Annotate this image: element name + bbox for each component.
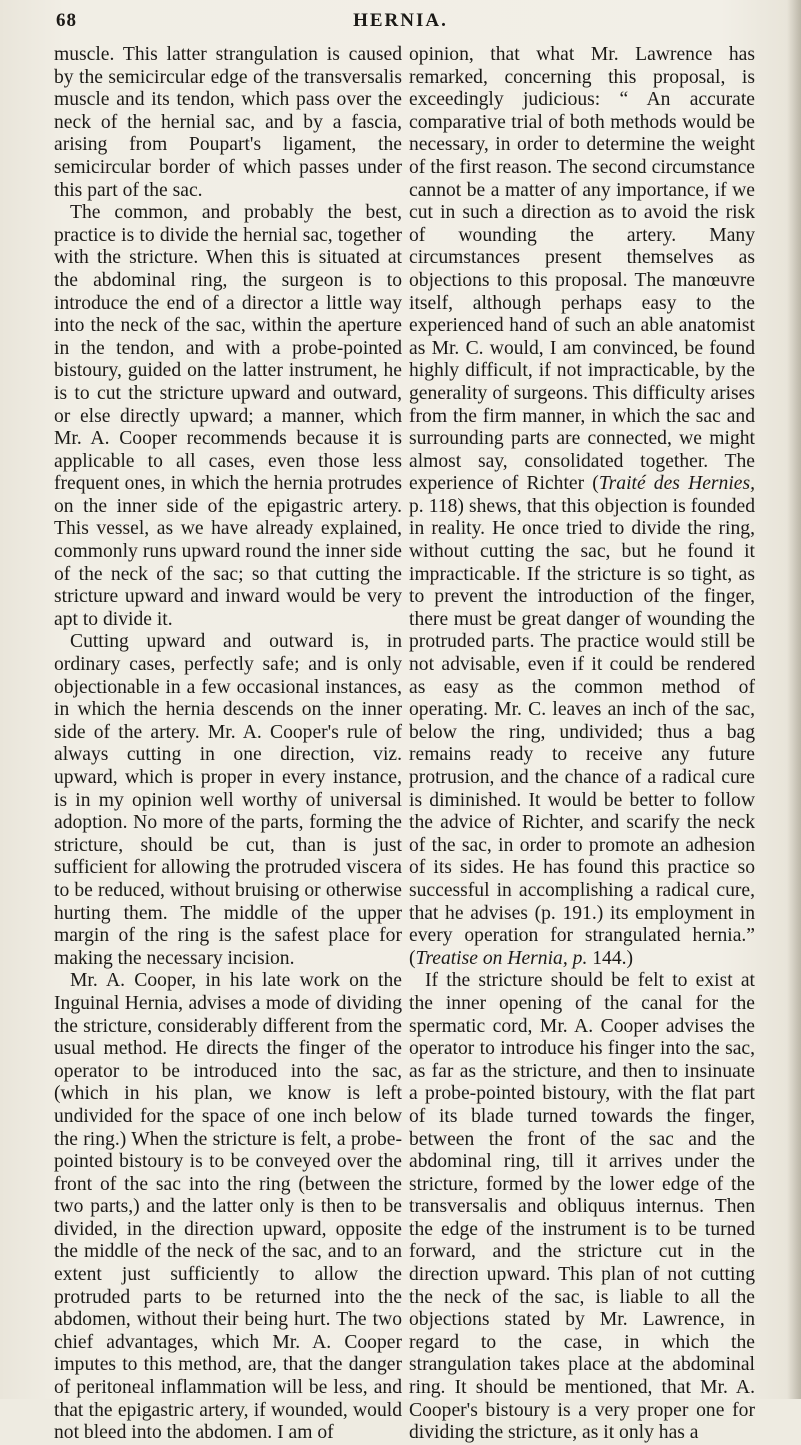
paragraph: If the stricture should be felt to exist at the inner opening of the canal for the spermatic cord, Mr. A. Cooper advises the operator to introduce his finger into the sac, as far as the stricture, and then to insinuate a probe-pointed bistoury, with the flat part of its blade turned towards the finger, between the front of the sac and the abdominal ring, till it arrives under the stricture, formed by the lower edge of the transversalis and obliquus internus. Then the edge of the instrument is to be turned forward, and the stricture cut in the direction upward. This plan of not cutting the neck of the sac, is liable to all the objections stated by Mr. Lawrence, in regard to the case, in which the strangulation takes place at the abdominal ring. It should be mentioned, that Mr. A. Cooper's bistoury is a very proper one for dividing the stricture, as it only has a	[409, 970, 755, 1444]
left-column	[54, 44, 402, 1445]
right-column	[409, 44, 755, 1445]
paragraph: Cutting upward and outward is, in ordinary cases, perfectly safe; and is only objectionable in a few occasional instances, in which the hernia descends on the inner side of the artery. Mr. A. Cooper's rule of always cutting in one direction, viz. upward, which is proper in every instance, is in my opinion well worthy of universal adoption. No more of the parts, forming the stricture, should be cut, than is just sufficient for allowing the protruded viscera to be reduced, without bruising or otherwise hurting them. The middle of the upper margin of the ring is the safest place for making the necessary incision.	[54, 631, 402, 969]
citation: Treatise on Hernia, p.	[415, 947, 588, 969]
page-number: 68	[56, 10, 77, 31]
text-run: opinion, that what Mr. Lawrence has remarked, concerning this proposal, is exceedingly judicious: “ An accurate comparative trial of both methods would be necessary, in order to determine the weight of the first reason. The second circumstance cannot be a matter of any importance, if we cut in such a direction as to avoid the risk of wounding the artery. Many circumstances present themselves as objections to this proposal. The manœuvre itself, although perhaps easy to the experienced hand of such an able anatomist as Mr. C. would, I am convinced, be found highly difficult, if not impracticable, by the generality of surgeons. This difficulty arises from the firm manner, in which the sac and surrounding parts are connected, we might almost say, consolidated together. The experience of Richter (	[409, 44, 755, 495]
citation: Traité des Hernies,	[598, 473, 756, 495]
paragraph	[409, 44, 755, 970]
running-head: HERNIA.	[353, 10, 448, 31]
paragraph: Mr. A. Cooper, in his late work on the Inguinal Hernia, advises a mode of dividing the stricture, considerably different from the usual method. He directs the finger of the operator to be introduced into the sac, (which in his plan, we know is left undivided for the space of one inch below the ring.) When the stricture is felt, a probe-pointed bistoury is to be conveyed over the front of the sac into the ring (between the two parts,) and the latter only is then to be divided, in the direction upward, opposite the middle of the neck of the sac, and to an extent just sufficiently to allow the protruded parts to be returned into the abdomen, without their being hurt. The two chief advantages, which Mr. A. Cooper imputes to this method, are, that the danger of peritoneal inflammation will be less, and that the epigastric artery, if wounded, would not bleed into the abdomen. I am of	[54, 970, 402, 1444]
paragraph: The common, and probably the best, practice is to divide the hernial sac, together with the stricture. When this is situated at the abdominal ring, the surgeon is to introduce the end of a director a little way into the neck of the sac, within the aperture in the tendon, and with a probe-pointed bistoury, guided on the latter instrument, he is to cut the stricture upward and outward, or else directly upward; a manner, which Mr. A. Cooper recommends because it is applicable to all cases, even those less frequent ones, in which the hernia protrudes on the inner side of the epigastric artery. This vessel, as we have already explained, commonly runs upward round the inner side of the neck of the sac; so that cutting the stricture upward and inward would be very apt to divide it.	[54, 202, 402, 630]
text-run: 144.)	[587, 947, 634, 969]
text-run: p. 118) shews, that this objection is founded in reality. He once tried to divide the ring, without cutting the sac, but he found it impracticable. If the stricture is so tight, as to prevent the introduction of the finger, there must be great danger of wounding the protruded parts. The practice would still be not advisable, even if it could be rendered as easy as the common method of operating. Mr. C. leaves an inch of the sac, below the ring, undivided; thus a bag remains ready to receive any future protrusion, and the chance of a radical cure is diminished. It would be better to follow the advice of Richter, and scarify the neck of the sac, in order to promote an adhesion of its sides. He has found this practice so successful in accomplishing a radical cure, that he advises (p. 191.) its employment in every operation for strangulated hernia.” (	[409, 495, 755, 969]
page-edge-shadow	[787, 0, 801, 1399]
paragraph: muscle. This latter strangulation is caused by the semicircular edge of the transversalis muscle and its tendon, which pass over the neck of the hernial sac, and by a fascia, arising from Poupart's ligament, the semicircular border of which passes under this part of the sac.	[54, 44, 402, 201]
